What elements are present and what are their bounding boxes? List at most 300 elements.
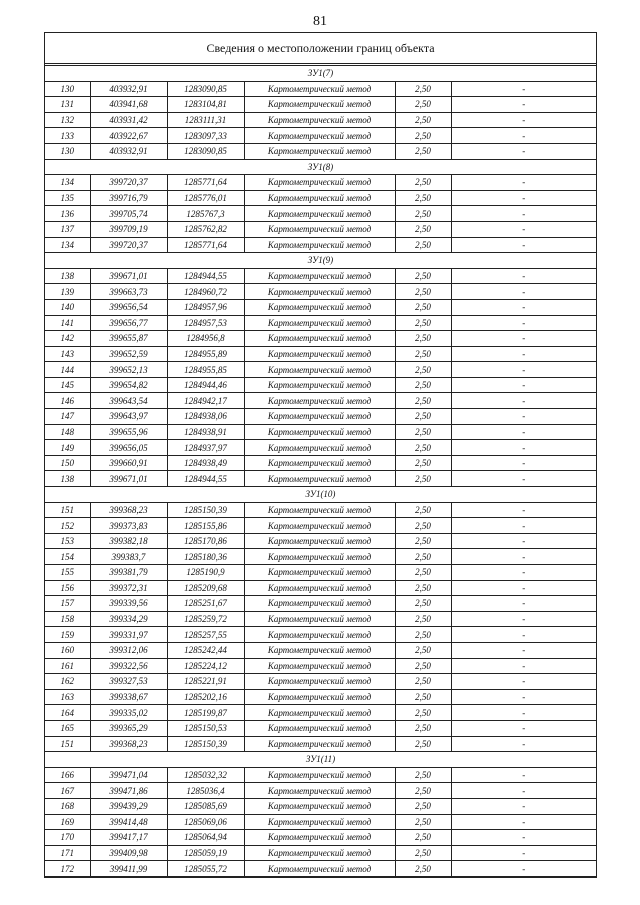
accuracy-cell: 2,50 (395, 175, 451, 191)
accuracy-cell: 2,50 (395, 393, 451, 409)
table-row (45, 565, 596, 581)
y-coordinate-cell: 1285150,39 (167, 736, 244, 752)
x-coordinate-cell: 399471,86 (90, 783, 167, 799)
method-cell: Картометрический метод (244, 705, 395, 721)
method-cell: Картометрический метод (244, 284, 395, 300)
x-coordinate-cell: 399655,96 (90, 424, 167, 440)
point-number-cell: 171 (45, 845, 90, 861)
x-coordinate-cell: 399643,54 (90, 393, 167, 409)
accuracy-cell: 2,50 (395, 705, 451, 721)
method-cell: Картометрический метод (244, 611, 395, 627)
table-row (45, 128, 596, 144)
method-cell: Картометрический метод (244, 814, 395, 830)
accuracy-cell: 2,50 (395, 221, 451, 237)
description-cell: - (451, 783, 596, 799)
table-row (45, 175, 596, 191)
description-cell: - (451, 642, 596, 658)
description-cell: - (451, 502, 596, 518)
x-coordinate-cell: 399656,05 (90, 440, 167, 456)
x-coordinate-cell: 399654,82 (90, 377, 167, 393)
description-cell: - (451, 284, 596, 300)
description-cell: - (451, 393, 596, 409)
accuracy-cell: 2,50 (395, 424, 451, 440)
point-number-cell: 136 (45, 206, 90, 222)
accuracy-cell: 2,50 (395, 814, 451, 830)
x-coordinate-cell: 403941,68 (90, 97, 167, 113)
point-number-cell: 151 (45, 736, 90, 752)
method-cell: Картометрический метод (244, 143, 395, 159)
x-coordinate-cell: 399671,01 (90, 471, 167, 487)
description-cell: - (451, 830, 596, 846)
x-coordinate-cell: 399368,23 (90, 502, 167, 518)
table-row (45, 845, 596, 861)
method-cell: Картометрический метод (244, 642, 395, 658)
x-coordinate-cell: 399334,29 (90, 611, 167, 627)
group-name: ЗУ1(10) (45, 487, 596, 503)
y-coordinate-cell: 1284955,85 (167, 362, 244, 378)
accuracy-cell: 2,50 (395, 642, 451, 658)
group-name: ЗУ1(9) (45, 253, 596, 269)
table-row (45, 206, 596, 222)
point-number-cell: 155 (45, 565, 90, 581)
point-number-cell: 147 (45, 409, 90, 425)
point-number-cell: 167 (45, 783, 90, 799)
description-cell: - (451, 331, 596, 347)
point-number-cell: 146 (45, 393, 90, 409)
y-coordinate-cell: 1284944,55 (167, 471, 244, 487)
description-cell: - (451, 565, 596, 581)
table-row (45, 674, 596, 690)
description-cell: - (451, 206, 596, 222)
y-coordinate-cell: 1285242,44 (167, 642, 244, 658)
accuracy-cell: 2,50 (395, 627, 451, 643)
accuracy-cell: 2,50 (395, 861, 451, 877)
x-coordinate-cell: 399411,99 (90, 861, 167, 877)
x-coordinate-cell: 399327,53 (90, 674, 167, 690)
table-row (45, 861, 596, 877)
point-number-cell: 172 (45, 861, 90, 877)
method-cell: Картометрический метод (244, 331, 395, 347)
y-coordinate-cell: 1284944,55 (167, 268, 244, 284)
coordinates-table (45, 66, 596, 877)
accuracy-cell: 2,50 (395, 128, 451, 144)
table-row (45, 642, 596, 658)
accuracy-cell: 2,50 (395, 533, 451, 549)
accuracy-cell: 2,50 (395, 596, 451, 612)
description-cell: - (451, 81, 596, 97)
description-cell: - (451, 627, 596, 643)
description-cell: - (451, 143, 596, 159)
coordinates-table-body (45, 66, 596, 876)
method-cell: Картометрический метод (244, 128, 395, 144)
point-number-cell: 145 (45, 377, 90, 393)
y-coordinate-cell: 1285259,72 (167, 611, 244, 627)
x-coordinate-cell: 399312,06 (90, 642, 167, 658)
point-number-cell: 138 (45, 471, 90, 487)
method-cell: Картометрический метод (244, 315, 395, 331)
point-number-cell: 132 (45, 112, 90, 128)
accuracy-cell: 2,50 (395, 658, 451, 674)
table-row (45, 814, 596, 830)
x-coordinate-cell: 399655,87 (90, 331, 167, 347)
group-name: ЗУ1(7) (45, 66, 596, 81)
point-number-cell: 133 (45, 128, 90, 144)
y-coordinate-cell: 1284937,97 (167, 440, 244, 456)
point-number-cell: 150 (45, 455, 90, 471)
x-coordinate-cell: 399414,48 (90, 814, 167, 830)
method-cell: Картометрический метод (244, 658, 395, 674)
point-number-cell: 162 (45, 674, 90, 690)
x-coordinate-cell: 399663,73 (90, 284, 167, 300)
method-cell: Картометрический метод (244, 393, 395, 409)
y-coordinate-cell: 1285221,91 (167, 674, 244, 690)
method-cell: Картометрический метод (244, 409, 395, 425)
x-coordinate-cell: 399652,59 (90, 346, 167, 362)
point-number-cell: 151 (45, 502, 90, 518)
method-cell: Картометрический метод (244, 689, 395, 705)
accuracy-cell: 2,50 (395, 190, 451, 206)
y-coordinate-cell: 1284957,96 (167, 299, 244, 315)
table-row (45, 112, 596, 128)
accuracy-cell: 2,50 (395, 611, 451, 627)
y-coordinate-cell: 1283104,81 (167, 97, 244, 113)
description-cell: - (451, 112, 596, 128)
method-cell: Картометрический метод (244, 845, 395, 861)
x-coordinate-cell: 403932,91 (90, 81, 167, 97)
point-number-cell: 130 (45, 143, 90, 159)
method-cell: Картометрический метод (244, 97, 395, 113)
table-row (45, 518, 596, 534)
method-cell: Картометрический метод (244, 627, 395, 643)
method-cell: Картометрический метод (244, 798, 395, 814)
accuracy-cell: 2,50 (395, 409, 451, 425)
y-coordinate-cell: 1285776,01 (167, 190, 244, 206)
y-coordinate-cell: 1285059,19 (167, 845, 244, 861)
y-coordinate-cell: 1285055,72 (167, 861, 244, 877)
accuracy-cell: 2,50 (395, 518, 451, 534)
x-coordinate-cell: 399382,18 (90, 533, 167, 549)
method-cell: Картометрический метод (244, 190, 395, 206)
x-coordinate-cell: 399716,79 (90, 190, 167, 206)
table-row (45, 268, 596, 284)
y-coordinate-cell: 1285202,16 (167, 689, 244, 705)
method-cell: Картометрический метод (244, 440, 395, 456)
y-coordinate-cell: 1284960,72 (167, 284, 244, 300)
method-cell: Картометрический метод (244, 767, 395, 783)
accuracy-cell: 2,50 (395, 81, 451, 97)
y-coordinate-cell: 1284938,91 (167, 424, 244, 440)
accuracy-cell: 2,50 (395, 549, 451, 565)
description-cell: - (451, 440, 596, 456)
table-row (45, 409, 596, 425)
y-coordinate-cell: 1285150,53 (167, 720, 244, 736)
accuracy-cell: 2,50 (395, 377, 451, 393)
point-number-cell: 157 (45, 596, 90, 612)
x-coordinate-cell: 399373,83 (90, 518, 167, 534)
accuracy-cell: 2,50 (395, 440, 451, 456)
x-coordinate-cell: 399720,37 (90, 175, 167, 191)
table-row (45, 143, 596, 159)
description-cell: - (451, 611, 596, 627)
y-coordinate-cell: 1285170,86 (167, 533, 244, 549)
accuracy-cell: 2,50 (395, 565, 451, 581)
table-row (45, 611, 596, 627)
method-cell: Картометрический метод (244, 237, 395, 253)
x-coordinate-cell: 399705,74 (90, 206, 167, 222)
accuracy-cell: 2,50 (395, 845, 451, 861)
method-cell: Картометрический метод (244, 175, 395, 191)
description-cell: - (451, 533, 596, 549)
method-cell: Картометрический метод (244, 533, 395, 549)
description-cell: - (451, 346, 596, 362)
accuracy-cell: 2,50 (395, 689, 451, 705)
method-cell: Картометрический метод (244, 783, 395, 799)
point-number-cell: 168 (45, 798, 90, 814)
y-coordinate-cell: 1284955,89 (167, 346, 244, 362)
point-number-cell: 152 (45, 518, 90, 534)
table-row (45, 705, 596, 721)
x-coordinate-cell: 403931,42 (90, 112, 167, 128)
point-number-cell: 158 (45, 611, 90, 627)
x-coordinate-cell: 399656,54 (90, 299, 167, 315)
description-cell: - (451, 658, 596, 674)
description-cell: - (451, 97, 596, 113)
point-number-cell: 165 (45, 720, 90, 736)
accuracy-cell: 2,50 (395, 720, 451, 736)
method-cell: Картометрический метод (244, 424, 395, 440)
point-number-cell: 159 (45, 627, 90, 643)
description-cell: - (451, 237, 596, 253)
description-cell: - (451, 580, 596, 596)
method-cell: Картометрический метод (244, 377, 395, 393)
point-number-cell: 140 (45, 299, 90, 315)
group-header-row (45, 752, 596, 768)
accuracy-cell: 2,50 (395, 237, 451, 253)
accuracy-cell: 2,50 (395, 736, 451, 752)
point-number-cell: 169 (45, 814, 90, 830)
y-coordinate-cell: 1284956,8 (167, 331, 244, 347)
method-cell: Картометрический метод (244, 580, 395, 596)
point-number-cell: 135 (45, 190, 90, 206)
x-coordinate-cell: 399383,7 (90, 549, 167, 565)
x-coordinate-cell: 403922,67 (90, 128, 167, 144)
x-coordinate-cell: 399335,02 (90, 705, 167, 721)
table-row (45, 549, 596, 565)
description-cell: - (451, 377, 596, 393)
point-number-cell: 131 (45, 97, 90, 113)
description-cell: - (451, 845, 596, 861)
point-number-cell: 154 (45, 549, 90, 565)
group-header-row (45, 487, 596, 503)
y-coordinate-cell: 1285085,69 (167, 798, 244, 814)
description-cell: - (451, 175, 596, 191)
point-number-cell: 144 (45, 362, 90, 378)
point-number-cell: 148 (45, 424, 90, 440)
method-cell: Картометрический метод (244, 720, 395, 736)
y-coordinate-cell: 1285036,4 (167, 783, 244, 799)
x-coordinate-cell: 399720,37 (90, 237, 167, 253)
description-cell: - (451, 268, 596, 284)
table-row (45, 237, 596, 253)
description-cell: - (451, 798, 596, 814)
description-cell: - (451, 299, 596, 315)
description-cell: - (451, 736, 596, 752)
point-number-cell: 156 (45, 580, 90, 596)
accuracy-cell: 2,50 (395, 502, 451, 518)
method-cell: Картометрический метод (244, 299, 395, 315)
accuracy-cell: 2,50 (395, 143, 451, 159)
table-row (45, 424, 596, 440)
x-coordinate-cell: 399439,29 (90, 798, 167, 814)
accuracy-cell: 2,50 (395, 112, 451, 128)
x-coordinate-cell: 403932,91 (90, 143, 167, 159)
table-row (45, 658, 596, 674)
y-coordinate-cell: 1285251,67 (167, 596, 244, 612)
y-coordinate-cell: 1285209,68 (167, 580, 244, 596)
description-cell: - (451, 674, 596, 690)
y-coordinate-cell: 1285257,55 (167, 627, 244, 643)
y-coordinate-cell: 1284938,49 (167, 455, 244, 471)
y-coordinate-cell: 1283090,85 (167, 81, 244, 97)
x-coordinate-cell: 399365,29 (90, 720, 167, 736)
y-coordinate-cell: 1285150,39 (167, 502, 244, 518)
accuracy-cell: 2,50 (395, 206, 451, 222)
x-coordinate-cell: 399381,79 (90, 565, 167, 581)
table-row (45, 455, 596, 471)
table-row (45, 362, 596, 378)
point-number-cell: 134 (45, 237, 90, 253)
point-number-cell: 161 (45, 658, 90, 674)
x-coordinate-cell: 399409,98 (90, 845, 167, 861)
table-row (45, 299, 596, 315)
y-coordinate-cell: 1285771,64 (167, 175, 244, 191)
method-cell: Картометрический метод (244, 565, 395, 581)
accuracy-cell: 2,50 (395, 268, 451, 284)
accuracy-cell: 2,50 (395, 455, 451, 471)
boundary-coordinates-document (44, 32, 597, 878)
group-header-row (45, 253, 596, 269)
method-cell: Картометрический метод (244, 674, 395, 690)
accuracy-cell: 2,50 (395, 783, 451, 799)
description-cell: - (451, 221, 596, 237)
y-coordinate-cell: 1283111,31 (167, 112, 244, 128)
y-coordinate-cell: 1285224,12 (167, 658, 244, 674)
x-coordinate-cell: 399652,13 (90, 362, 167, 378)
point-number-cell: 166 (45, 767, 90, 783)
method-cell: Картометрический метод (244, 221, 395, 237)
x-coordinate-cell: 399372,31 (90, 580, 167, 596)
table-row (45, 190, 596, 206)
description-cell: - (451, 767, 596, 783)
y-coordinate-cell: 1285069,06 (167, 814, 244, 830)
group-name: ЗУ1(11) (45, 752, 596, 768)
point-number-cell: 134 (45, 175, 90, 191)
table-row (45, 783, 596, 799)
x-coordinate-cell: 399322,56 (90, 658, 167, 674)
method-cell: Картометрический метод (244, 112, 395, 128)
description-cell: - (451, 689, 596, 705)
y-coordinate-cell: 1285064,94 (167, 830, 244, 846)
x-coordinate-cell: 399368,23 (90, 736, 167, 752)
point-number-cell: 142 (45, 331, 90, 347)
y-coordinate-cell: 1285771,64 (167, 237, 244, 253)
description-cell: - (451, 518, 596, 534)
point-number-cell: 138 (45, 268, 90, 284)
group-header-row (45, 66, 596, 81)
description-cell: - (451, 128, 596, 144)
point-number-cell: 163 (45, 689, 90, 705)
method-cell: Картометрический метод (244, 81, 395, 97)
description-cell: - (451, 424, 596, 440)
y-coordinate-cell: 1285032,32 (167, 767, 244, 783)
accuracy-cell: 2,50 (395, 299, 451, 315)
table-row (45, 736, 596, 752)
page-number: 81 (313, 14, 327, 29)
x-coordinate-cell: 399471,04 (90, 767, 167, 783)
description-cell: - (451, 471, 596, 487)
description-cell: - (451, 190, 596, 206)
point-number-cell: 160 (45, 642, 90, 658)
x-coordinate-cell: 399331,97 (90, 627, 167, 643)
table-row (45, 81, 596, 97)
x-coordinate-cell: 399660,91 (90, 455, 167, 471)
table-row (45, 502, 596, 518)
table-row (45, 533, 596, 549)
accuracy-cell: 2,50 (395, 331, 451, 347)
y-coordinate-cell: 1284944,46 (167, 377, 244, 393)
point-number-cell: 130 (45, 81, 90, 97)
point-number-cell: 164 (45, 705, 90, 721)
accuracy-cell: 2,50 (395, 580, 451, 596)
method-cell: Картометрический метод (244, 362, 395, 378)
method-cell: Картометрический метод (244, 596, 395, 612)
method-cell: Картометрический метод (244, 830, 395, 846)
table-row (45, 471, 596, 487)
y-coordinate-cell: 1285199,87 (167, 705, 244, 721)
table-row (45, 689, 596, 705)
method-cell: Картометрический метод (244, 861, 395, 877)
table-row (45, 393, 596, 409)
group-name: ЗУ1(8) (45, 159, 596, 175)
point-number-cell: 141 (45, 315, 90, 331)
accuracy-cell: 2,50 (395, 97, 451, 113)
point-number-cell: 143 (45, 346, 90, 362)
y-coordinate-cell: 1284942,17 (167, 393, 244, 409)
description-cell: - (451, 315, 596, 331)
x-coordinate-cell: 399671,01 (90, 268, 167, 284)
point-number-cell: 170 (45, 830, 90, 846)
method-cell: Картометрический метод (244, 206, 395, 222)
y-coordinate-cell: 1285190,9 (167, 565, 244, 581)
y-coordinate-cell: 1285767,3 (167, 206, 244, 222)
table-row (45, 315, 596, 331)
document-title: Сведения о местоположении границ объекта (45, 33, 596, 64)
table-row (45, 798, 596, 814)
y-coordinate-cell: 1283097,33 (167, 128, 244, 144)
y-coordinate-cell: 1283090,85 (167, 143, 244, 159)
table-row (45, 580, 596, 596)
method-cell: Картометрический метод (244, 268, 395, 284)
table-row (45, 97, 596, 113)
description-cell: - (451, 705, 596, 721)
x-coordinate-cell: 399643,97 (90, 409, 167, 425)
accuracy-cell: 2,50 (395, 362, 451, 378)
y-coordinate-cell: 1285762,82 (167, 221, 244, 237)
table-row (45, 627, 596, 643)
description-cell: - (451, 455, 596, 471)
description-cell: - (451, 720, 596, 736)
table-row (45, 720, 596, 736)
